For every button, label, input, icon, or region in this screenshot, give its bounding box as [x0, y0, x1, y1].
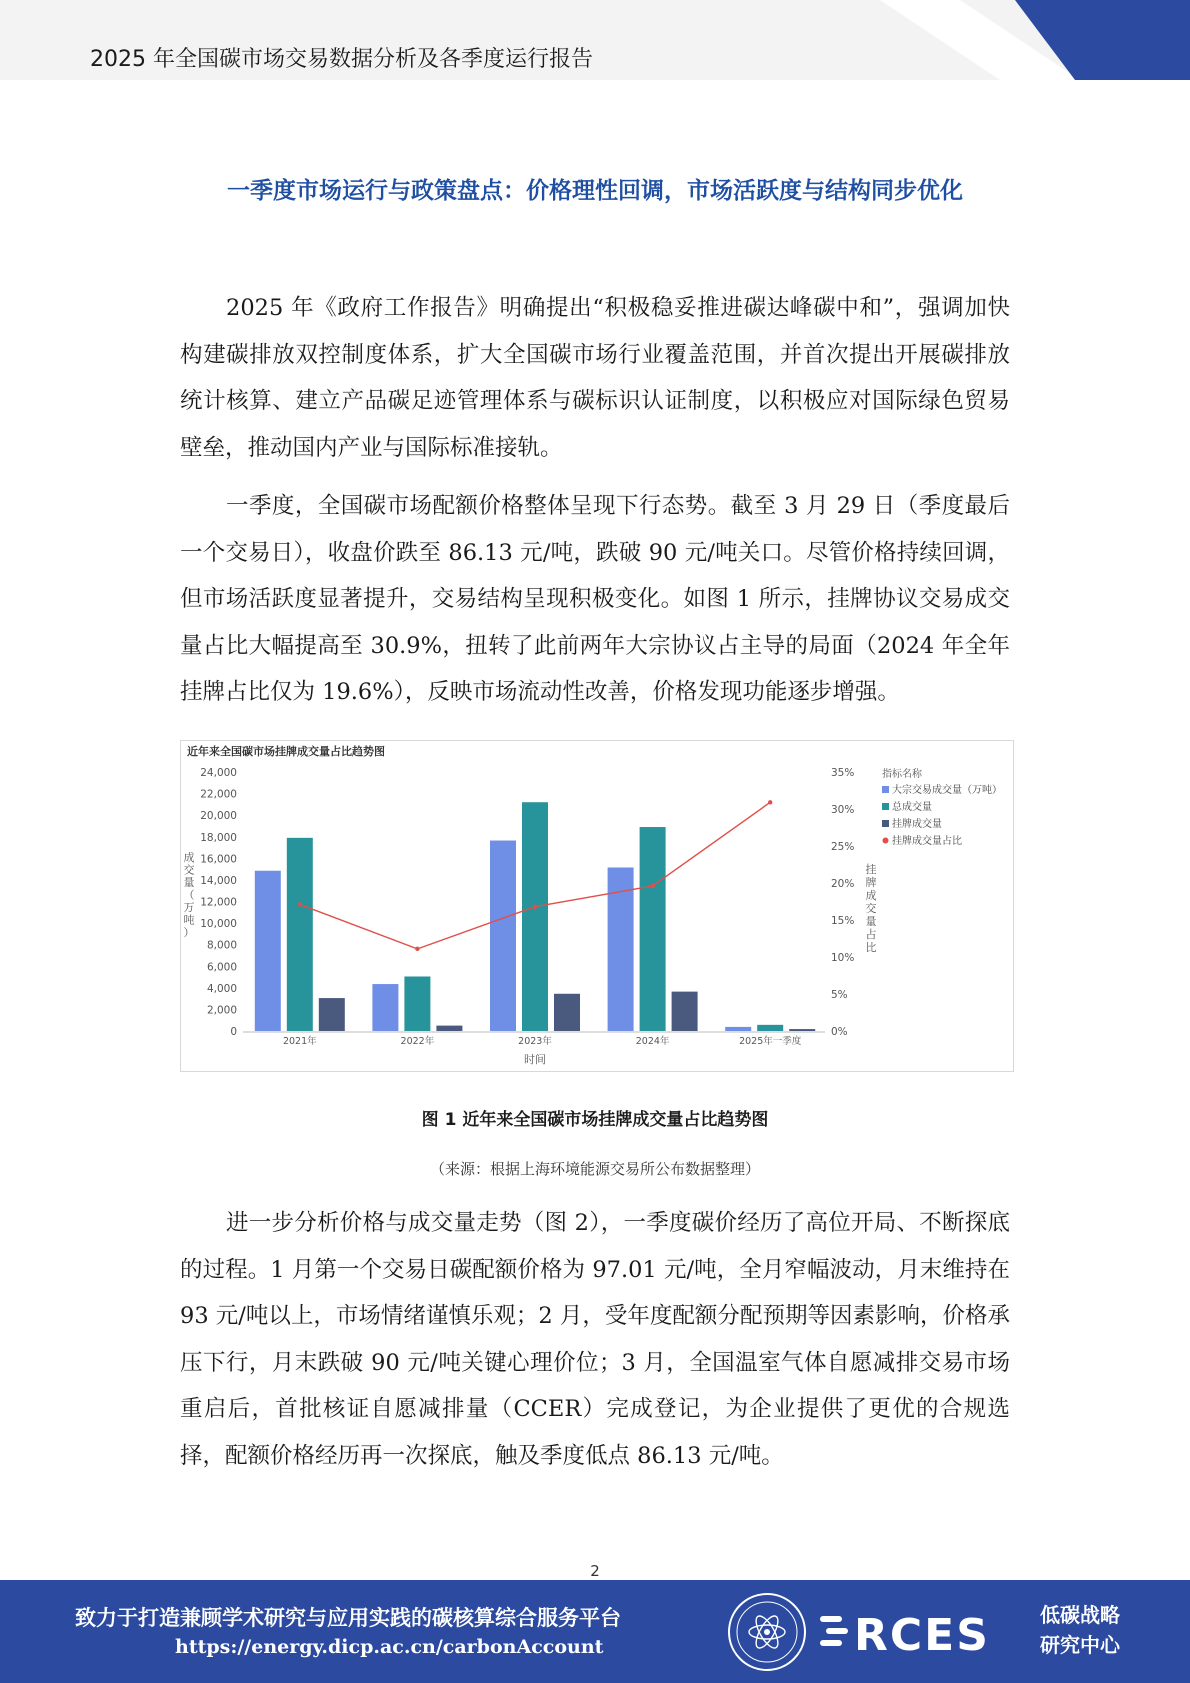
y2-tick-label: 30% — [831, 804, 855, 816]
bar-总成交量 — [287, 838, 313, 1031]
legend-swatch — [882, 786, 889, 793]
x-tick-label: 2022年 — [400, 1036, 435, 1047]
y-tick-label: 14,000 — [200, 874, 237, 887]
x-tick-label: 2024年 — [635, 1036, 670, 1047]
institute-seal-icon — [728, 1593, 806, 1671]
x-tick-label: 2023年 — [518, 1036, 552, 1047]
y-tick-label: 16,000 — [200, 853, 237, 866]
y-tick-label: 6,000 — [206, 961, 237, 974]
y-axis-title-char: 成 — [183, 851, 195, 864]
figure-caption: 图 1 近年来全国碳市场挂牌成交量占比趋势图 — [421, 1110, 769, 1130]
footer-url[interactable]: https://energy.dicp.ac.cn/carbonAccount — [175, 1636, 604, 1658]
line-point — [768, 800, 772, 804]
rces-logo-text: RCES — [854, 1610, 990, 1661]
y2-tick-label: 20% — [831, 878, 855, 890]
bar-总成交量 — [757, 1025, 783, 1031]
y2-axis-title-char: 占 — [865, 928, 877, 941]
y-tick-label: 18,000 — [200, 831, 237, 844]
y-tick-label: 22,000 — [200, 788, 237, 801]
chart-title: 近年来全国碳市场挂牌成交量占比趋势图 — [187, 745, 385, 758]
report-title: 2025 年全国碳市场交易数据分析及各季度运行报告 — [90, 47, 593, 72]
y-axis-title — [184, 850, 195, 939]
line-point — [533, 904, 537, 908]
y-tick-label: 2,000 — [206, 1004, 237, 1017]
legend-label: 大宗交易成交量（万吨） — [892, 785, 1002, 796]
y2-tick-label: 10% — [831, 952, 855, 964]
y-tick-label: 10,000 — [200, 918, 237, 931]
legend-swatch — [882, 820, 889, 827]
y-tick-label: 0 — [230, 1026, 237, 1038]
y2-axis-title-char: 比 — [865, 941, 877, 954]
bar-挂牌成交量 — [436, 1026, 462, 1031]
line-point — [298, 902, 302, 906]
bar-大宗交易成交量（万吨） — [255, 871, 281, 1031]
bar-总成交量 — [640, 827, 666, 1031]
y-axis-title-char: 量 — [183, 876, 195, 889]
bar-挂牌成交量 — [672, 992, 698, 1031]
y2-axis-title — [866, 862, 877, 954]
figure-source: （来源：根据上海环境能源交易所公布数据整理） — [429, 1160, 760, 1178]
y2-tick-label: 35% — [831, 767, 855, 779]
y2-axis-title-char: 交 — [865, 902, 877, 915]
bar-挂牌成交量 — [554, 994, 580, 1031]
y2-tick-label: 15% — [831, 915, 855, 927]
legend-swatch — [883, 838, 889, 844]
y-tick-label: 8,000 — [206, 939, 237, 952]
legend — [882, 783, 1002, 847]
rces-logo — [820, 1592, 1030, 1676]
y2-axis-title-char: 量 — [865, 915, 877, 928]
bar-总成交量 — [404, 977, 430, 1031]
footer — [0, 1580, 1190, 1683]
line-point — [415, 947, 419, 951]
bar-大宗交易成交量（万吨） — [372, 984, 398, 1031]
y-axis-title-char: 万 — [183, 901, 195, 914]
y-axis-title-char: 交 — [183, 863, 195, 877]
y2-axis-title-char: 成 — [865, 889, 877, 902]
y-tick-label: 20,000 — [200, 810, 237, 823]
x-tick-label: 2025年一季度 — [739, 1036, 802, 1047]
plot-area — [200, 767, 854, 1047]
y2-axis-title-char: 挂 — [865, 863, 877, 876]
center-name: 低碳战略 研究中心 — [1040, 1603, 1120, 1657]
legend-title: 指标名称 — [882, 769, 922, 780]
paragraph-policy: 2025 年《政府工作报告》明确提出“积极稳妥推进碳达峰碳中和”，强调加快构建碳排放双控制度体系，扩大全国碳市场行业覆盖范围，并首次提出开展碳排放统计核算、建立产品碳足迹管理体系与碳标识认证制度，以积极应对国际绿色贸易壁垒，推动国内产业与国际标准接轨。 — [180, 295, 1010, 461]
y2-tick-label: 0% — [831, 1026, 848, 1038]
bar-大宗交易成交量（万吨） — [725, 1027, 751, 1031]
paragraph-price-analysis: 进一步分析价格与成交量走势（图 2），一季度碳价经历了高位开局、不断探底的过程。1 月第一个交易日碳配额价格为 97.01 元/吨，全月窄幅波动，月末维持在 93 元/吨以上，市场情绪谨慎乐观；2 月，受年度配额分配预期等因素影响，价格承压下行，月末跌破 90 元/吨关键心理价位；3 月，全国温室气体自愿减排交易市场重启后，首批核证自愿减排量（CCER）完成登记，为企业提供了更优的合规选择，配额价格经历再一次探底，触及季度低点 86.13 元/吨。 — [180, 1210, 1010, 1469]
bar-挂牌成交量 — [789, 1029, 815, 1031]
footer-slogan: 致力于打造兼顾学术研究与应用实践的碳核算综合服务平台 — [75, 1606, 621, 1630]
y-tick-label: 24,000 — [200, 767, 237, 779]
chart-figure-1 — [180, 740, 1014, 1072]
section-title: 一季度市场运行与政策盘点：价格理性回调，市场活跃度与结构同步优化 — [227, 178, 963, 204]
y-axis-title-char: ） — [183, 926, 195, 939]
legend-swatch — [882, 803, 889, 810]
y2-tick-label: 25% — [831, 841, 855, 853]
x-axis-title: 时间 — [524, 1053, 546, 1066]
y2-tick-label: 5% — [831, 989, 848, 1001]
y-tick-label: 4,000 — [206, 982, 237, 995]
y2-axis-title-char: 牌 — [865, 876, 877, 889]
paragraph-market: 一季度，全国碳市场配额价格整体呈现下行态势。截至 3 月 29 日（季度最后一个交易日），收盘价跌至 86.13 元/吨，跌破 90 元/吨关口。尽管价格持续回调，但市场活跃度显著提升，交易结构呈现积极变化。如图 1 所示，挂牌协议交易成交量占比大幅提高至 30.9%，扭转了此前两年大宗协议占主导的局面（2024 年全年挂牌占比仅为 19.6%），反映市场流动性改善，价格发现功能逐步增强。 — [180, 493, 1010, 705]
legend-label: 挂牌成交量 — [892, 819, 942, 830]
legend-label: 总成交量 — [892, 802, 932, 813]
page-number: 2 — [590, 1562, 600, 1580]
bar-大宗交易成交量（万吨） — [490, 841, 516, 1031]
x-tick-label: 2021年 — [282, 1036, 317, 1047]
rces-mark-icon — [820, 1616, 848, 1646]
legend-label: 挂牌成交量占比 — [892, 836, 962, 847]
y-axis-title-char: 吨 — [183, 913, 195, 927]
bar-总成交量 — [522, 802, 548, 1031]
bar-挂牌成交量 — [319, 998, 345, 1031]
line-point — [650, 884, 654, 888]
y-tick-label: 12,000 — [200, 896, 237, 909]
chart-svg — [181, 741, 1013, 1071]
y-axis-title-char: （ — [183, 888, 195, 902]
